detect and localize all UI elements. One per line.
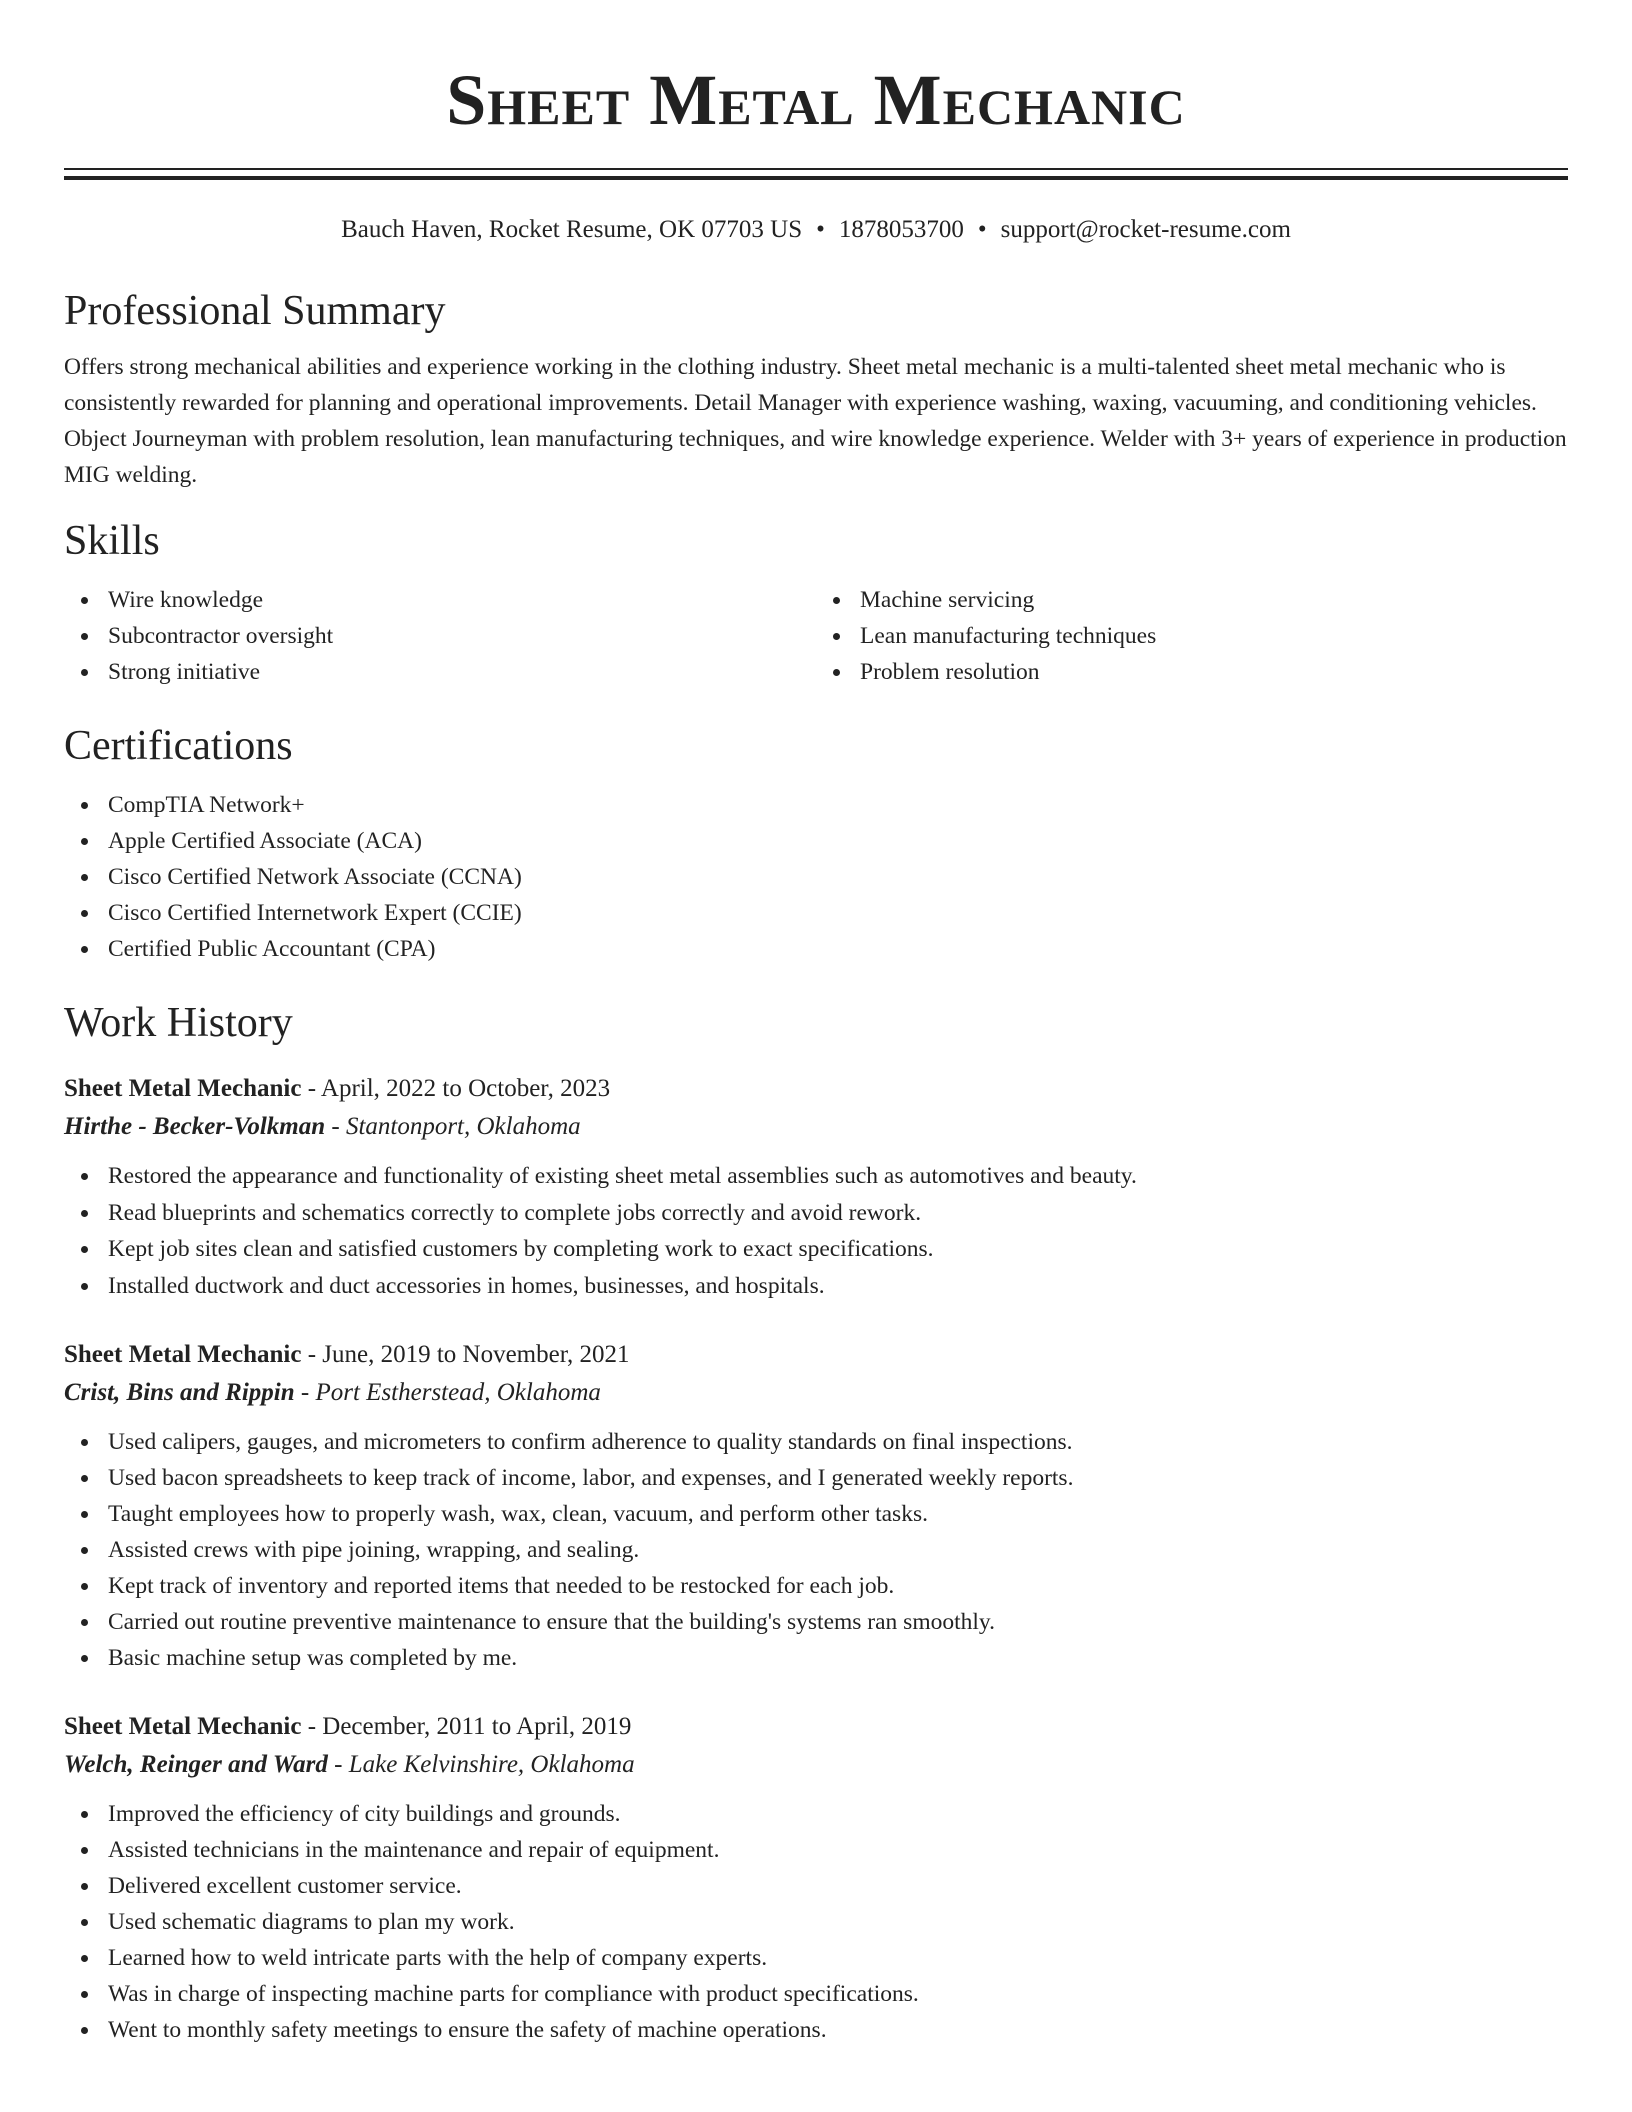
contact-separator: • xyxy=(816,216,825,243)
job-dates: June, 2019 to November, 2021 xyxy=(322,1341,630,1368)
job-bullet: Used calipers, gauges, and micrometers to confirm adherence to quality standards on final inspections. xyxy=(108,1424,1568,1460)
job-bullet: Used bacon spreadsheets to keep track of income, labor, and expenses, and I generated weekly reports. xyxy=(108,1460,1568,1496)
job-title: Sheet Metal Mechanic xyxy=(64,1713,302,1740)
job-bullet: Carried out routine preventive maintenance to ensure that the building's systems ran smoothly. xyxy=(108,1604,1568,1640)
skill-item: Lean manufacturing techniques xyxy=(860,618,1568,654)
job-separator: - xyxy=(325,1113,346,1140)
skill-item: Subcontractor oversight xyxy=(108,618,816,654)
skill-item: Wire knowledge xyxy=(108,582,816,618)
contact-phone: 1878053700 xyxy=(838,216,964,243)
job-company-line xyxy=(64,1746,1568,1784)
job-dates: December, 2011 to April, 2019 xyxy=(322,1713,632,1740)
job-entry xyxy=(64,1708,1568,2048)
job-dates: April, 2022 to October, 2023 xyxy=(320,1075,611,1102)
job-header xyxy=(64,1708,1568,1746)
resume-name: Sheet Metal Mechanic xyxy=(446,60,1186,140)
job-company-line xyxy=(64,1108,1568,1146)
job-bullet: Restored the appearance and functionality of existing sheet metal assemblies such as automotives and beauty. xyxy=(108,1158,1568,1195)
job-bullet: Basic machine setup was completed by me. xyxy=(108,1640,1568,1676)
job-entry xyxy=(64,1336,1568,1676)
skills-heading: Skills xyxy=(64,518,160,564)
certification-item: CompTIA Network+ xyxy=(108,787,1568,823)
job-separator: - xyxy=(294,1379,316,1406)
job-bullet: Kept track of inventory and reported items that needed to be restocked for each job. xyxy=(108,1568,1568,1604)
skills-list-left xyxy=(64,582,816,690)
skills-columns xyxy=(64,582,1568,690)
job-bullets xyxy=(64,1158,1568,1304)
job-title: Sheet Metal Mechanic xyxy=(64,1075,302,1102)
job-location: Stantonport, Oklahoma xyxy=(345,1113,581,1140)
contact-address: Bauch Haven, Rocket Resume, OK 07703 US xyxy=(341,216,803,243)
job-bullet: Installed ductwork and duct accessories in homes, businesses, and hospitals. xyxy=(108,1268,1568,1305)
skill-item: Machine servicing xyxy=(860,582,1568,618)
summary-text: Offers strong mechanical abilities and experience working in the clothing industry. Sheet metal mechanic is a multi-talented sheet metal mechanic who is consistently rewarded for planning and operational improvements. Detail Manager with experience washing, waxing, vacuuming, and conditioning vehicles. Object Journeyman with problem resolution, lean manufacturing techniques, and wire knowledge experience. Welder with 3+ years of experience in production MIG welding. xyxy=(64,354,1567,488)
job-separator: - xyxy=(327,1751,349,1778)
certification-item: Certified Public Accountant (CPA) xyxy=(108,931,1568,967)
job-bullets xyxy=(64,1796,1568,2048)
job-bullet: Used schematic diagrams to plan my work. xyxy=(108,1904,1568,1940)
job-bullets xyxy=(64,1424,1568,1676)
job-separator: - xyxy=(301,1075,321,1102)
certification-item: Apple Certified Associate (ACA) xyxy=(108,823,1568,859)
job-location: Port Estherstead, Oklahoma xyxy=(315,1379,601,1406)
contact-email[interactable]: support@rocket-resume.com xyxy=(1000,216,1291,243)
job-bullet: Kept job sites clean and satisfied customers by completing work to exact specifications. xyxy=(108,1231,1568,1268)
contact-separator: • xyxy=(977,216,987,243)
job-bullet: Delivered excellent customer service. xyxy=(108,1868,1568,1904)
job-separator: - xyxy=(301,1341,323,1368)
job-bullet: Went to monthly safety meetings to ensure the safety of machine operations. xyxy=(108,2012,1568,2048)
work-history-heading: Work History xyxy=(64,1000,293,1046)
summary-heading: Professional Summary xyxy=(64,288,446,334)
contact-line xyxy=(64,214,1568,246)
job-bullet: Improved the efficiency of city buildings and grounds. xyxy=(108,1796,1568,1832)
job-bullet: Assisted crews with pipe joining, wrapping, and sealing. xyxy=(108,1532,1568,1568)
job-title: Sheet Metal Mechanic xyxy=(64,1341,302,1368)
certification-item: Cisco Certified Internetwork Expert (CCIE) xyxy=(108,895,1568,931)
job-bullet: Assisted technicians in the maintenance and repair of equipment. xyxy=(108,1832,1568,1868)
job-company: Hirthe - Becker-Volkman xyxy=(64,1113,326,1140)
header-rule-thin xyxy=(64,168,1568,170)
job-bullet: Taught employees how to properly wash, wax, clean, vacuum, and perform other tasks. xyxy=(108,1496,1568,1532)
job-bullet: Was in charge of inspecting machine parts for compliance with product specifications. xyxy=(108,1976,1568,2012)
certification-item: Cisco Certified Network Associate (CCNA) xyxy=(108,859,1568,895)
job-header xyxy=(64,1070,1568,1108)
job-company: Crist, Bins and Rippin xyxy=(64,1379,295,1406)
header-rule-thick xyxy=(64,176,1568,180)
job-bullet: Learned how to weld intricate parts with the help of company experts. xyxy=(108,1940,1568,1976)
job-company: Welch, Reinger and Ward xyxy=(64,1751,328,1778)
skills-list-right xyxy=(816,582,1568,690)
skill-item: Strong initiative xyxy=(108,654,816,690)
skill-item: Problem resolution xyxy=(860,654,1568,690)
job-entry xyxy=(64,1070,1568,1304)
job-bullet: Read blueprints and schematics correctly to complete jobs correctly and avoid rework. xyxy=(108,1195,1568,1232)
job-location: Lake Kelvinshire, Oklahoma xyxy=(348,1751,635,1778)
job-separator: - xyxy=(301,1713,323,1740)
certifications-heading: Certifications xyxy=(64,723,293,769)
job-company-line xyxy=(64,1374,1568,1412)
job-header xyxy=(64,1336,1568,1374)
certifications-list xyxy=(64,787,1568,967)
